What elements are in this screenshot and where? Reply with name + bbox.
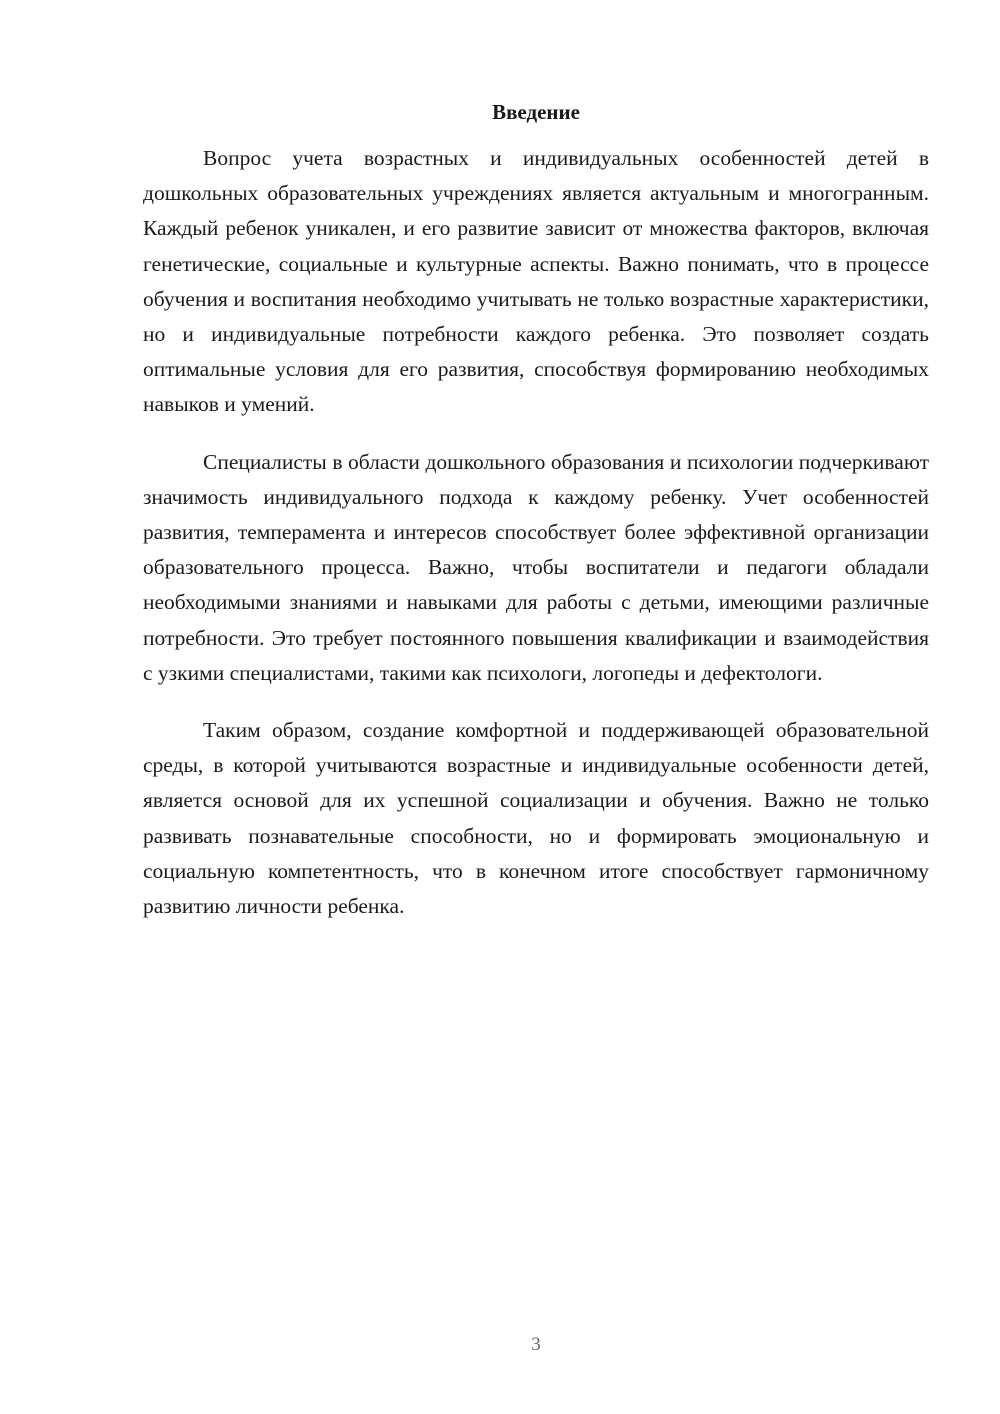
page-number: 3 <box>531 1334 541 1355</box>
paragraph-1: Вопрос учета возрастных и индивидуальных особенностей детей в дошкольных образовательных учреждениях является актуальным и многогранным. Каждый ребенок уникален, и его развитие зависит от множества факторов, включая генетические, социальные и культурные аспекты. Важно понимать, что в процессе обучения и воспитания необходимо учитывать не только возрастные характеристики, но и индивидуальные потребности каждого ребенка. Это позволяет создать оптимальные условия для его развития, способствуя формированию необходимых навыков и умений. <box>143 146 929 417</box>
section-heading: Введение <box>492 100 580 124</box>
paragraph-2: Специалисты в области дошкольного образования и психологии подчеркивают значимость индивидуального подхода к каждому ребенку. Учет особенностей развития, темперамента и интересов способствует более эффективной организации образовательного процесса. Важно, чтобы воспитатели и педагоги обладали необходимыми знаниями и навыками для работы с детьми, имеющими различные потребности. Это требует постоянного повышения квалификации и взаимодействия с узкими специалистами, такими как психологи, логопеды и дефектологи. <box>143 449 929 685</box>
paragraph-3: Таким образом, создание комфортной и поддерживающей образовательной среды, в которой учитываются возрастные и индивидуальные особенности детей, является основой для их успешной социализации и обучения. Важно не только развивать познавательные способности, но и формировать эмоциональную и социальную компетентность, что в конечном итоге способствует гармоничному развитию личности ребенка. <box>143 718 929 919</box>
body-text <box>143 141 929 946</box>
